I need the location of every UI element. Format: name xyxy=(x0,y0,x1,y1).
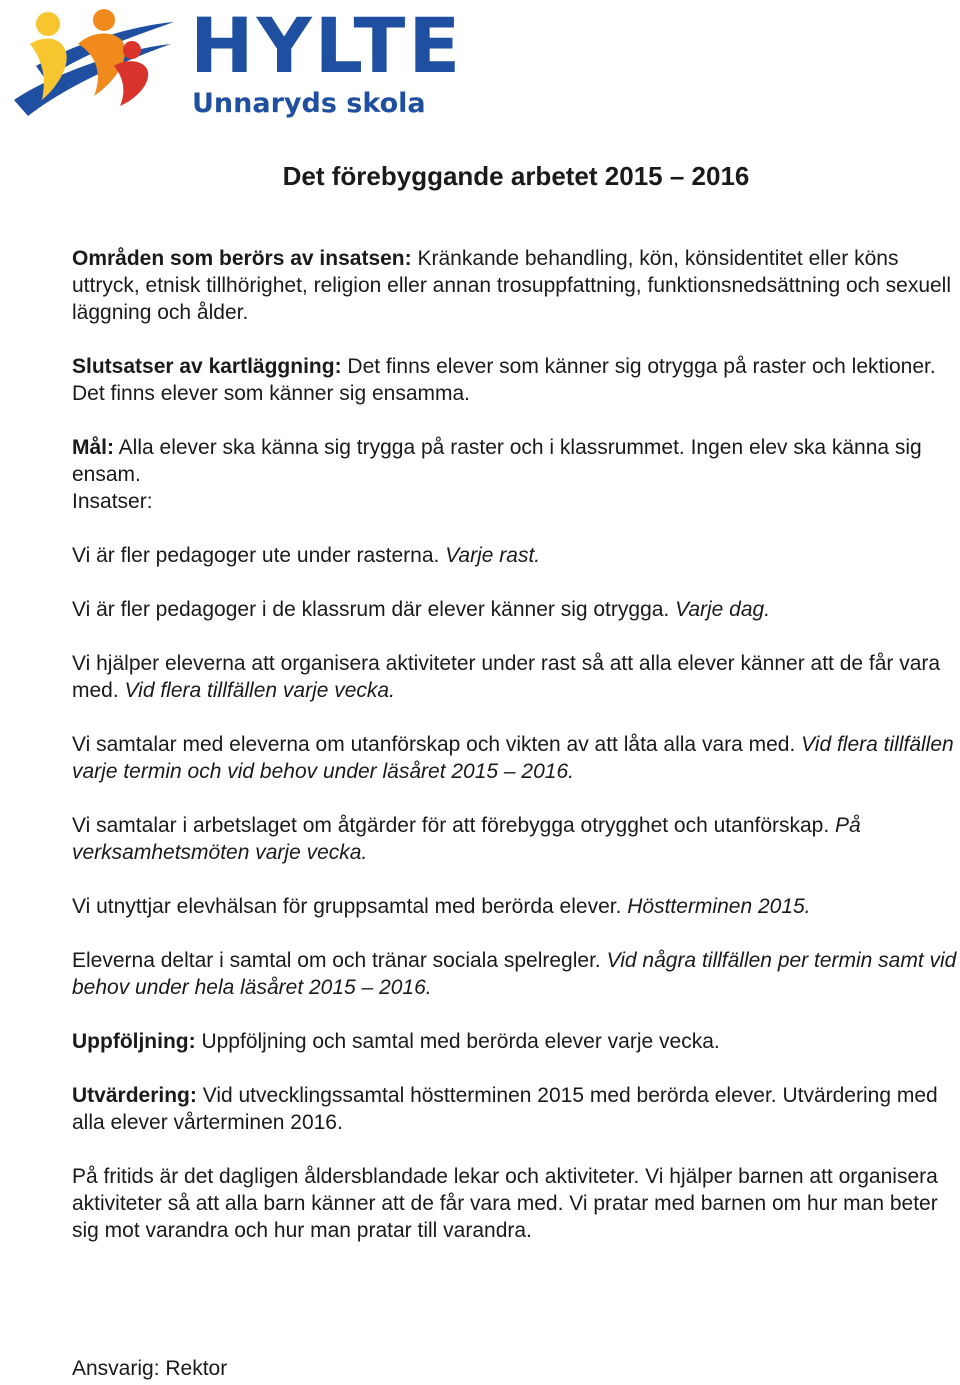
effort-item xyxy=(72,731,960,785)
logo-school-name: Unnaryds skola xyxy=(192,88,426,119)
effort-text: Vi är fler pedagoger i de klassrum där elever känner sig otrygga. xyxy=(72,598,676,621)
hylte-logo-icon xyxy=(6,4,176,124)
effort-item xyxy=(72,812,960,866)
effort-timing: Varje dag. xyxy=(675,598,771,621)
effort-text: Vi samtalar i arbetslaget om åtgärder för att förebygga otrygghet och utanförskap. xyxy=(72,814,836,837)
logo-wordmark: HYLTE xyxy=(190,1,464,90)
effort-item xyxy=(72,893,960,920)
goal-paragraph xyxy=(72,434,960,488)
effort-timing: Varje rast. xyxy=(445,544,541,567)
followup-text: Uppföljning och samtal med berörda elever varje vecka. xyxy=(195,1030,720,1053)
effort-item xyxy=(72,947,960,1001)
effort-item xyxy=(72,650,960,704)
evaluation-paragraph xyxy=(72,1082,960,1136)
effort-text: Vi samtalar med eleverna om utanförskap och vikten av att låta alla vara med. xyxy=(72,733,802,756)
fritids-paragraph: På fritids är det dagligen åldersblandade lekar och aktiviteter. Vi hjälper barnen att organisera aktiviteter så att alla barn känner att de får vara med. Vi pratar med barnen om hur man beter sig mot varandra och hur man pratar till varandra. xyxy=(72,1165,938,1242)
effort-timing: Vid flera tillfällen varje vecka. xyxy=(124,679,395,702)
followup-label: Uppföljning: xyxy=(72,1030,196,1053)
effort-text: Vi hjälper eleverna att organisera aktiviteter under rast så att alla elever känner att de får vara med. xyxy=(72,652,941,702)
effort-timing: Vid flera tillfällen varje termin och vid behov under läsåret 2015 – 2016. xyxy=(72,733,954,783)
evaluation-label: Utvärdering: xyxy=(72,1084,197,1107)
areas-paragraph xyxy=(72,245,960,326)
goal-label: Mål: xyxy=(72,436,114,459)
responsible-line: Ansvarig: Rektor xyxy=(72,1357,228,1380)
areas-text: Kränkande behandling, kön, könsidentitet eller köns uttryck, etnisk tillhörighet, religion eller annan trosuppfattning, funktionsnedsättning och sexuell läggning och ålder. xyxy=(72,247,952,324)
school-logo xyxy=(6,1,464,124)
conclusions-text: Det finns elever som känner sig otrygga på raster och lektioner. Det finns elever som känner sig ensamma. xyxy=(72,355,936,405)
followup-paragraph xyxy=(72,1028,960,1055)
efforts-heading: Insatser: xyxy=(72,490,153,513)
effort-timing: Höstterminen 2015. xyxy=(627,895,811,918)
areas-label: Områden som berörs av insatsen: xyxy=(72,247,412,270)
effort-text: Vi är fler pedagoger ute under rasterna. xyxy=(72,544,446,567)
effort-item xyxy=(72,542,960,569)
conclusions-paragraph xyxy=(72,353,960,407)
evaluation-text: Vid utvecklingssamtal höstterminen 2015 med berörda elever. Utvärdering med alla elever vårterminen 2016. xyxy=(72,1084,938,1134)
effort-timing: På verksamhetsmöten varje vecka. xyxy=(72,814,861,864)
document-body xyxy=(72,245,960,1271)
conclusions-label: Slutsatser av kartläggning: xyxy=(72,355,342,378)
effort-text: Eleverna deltar i samtal om och tränar sociala spelregler. xyxy=(72,949,607,972)
effort-timing: Vid några tillfällen per termin samt vid behov under hela läsåret 2015 – 2016. xyxy=(72,949,957,999)
goal-text: Alla elever ska känna sig trygga på raster och i klassrummet. Ingen elev ska känna sig ensam. xyxy=(72,436,922,486)
document-title: Det förebyggande arbetet 2015 – 2016 xyxy=(282,161,750,191)
effort-text: Vi utnyttjar elevhälsan för gruppsamtal med berörda elever. xyxy=(72,895,628,918)
effort-item xyxy=(72,596,960,623)
